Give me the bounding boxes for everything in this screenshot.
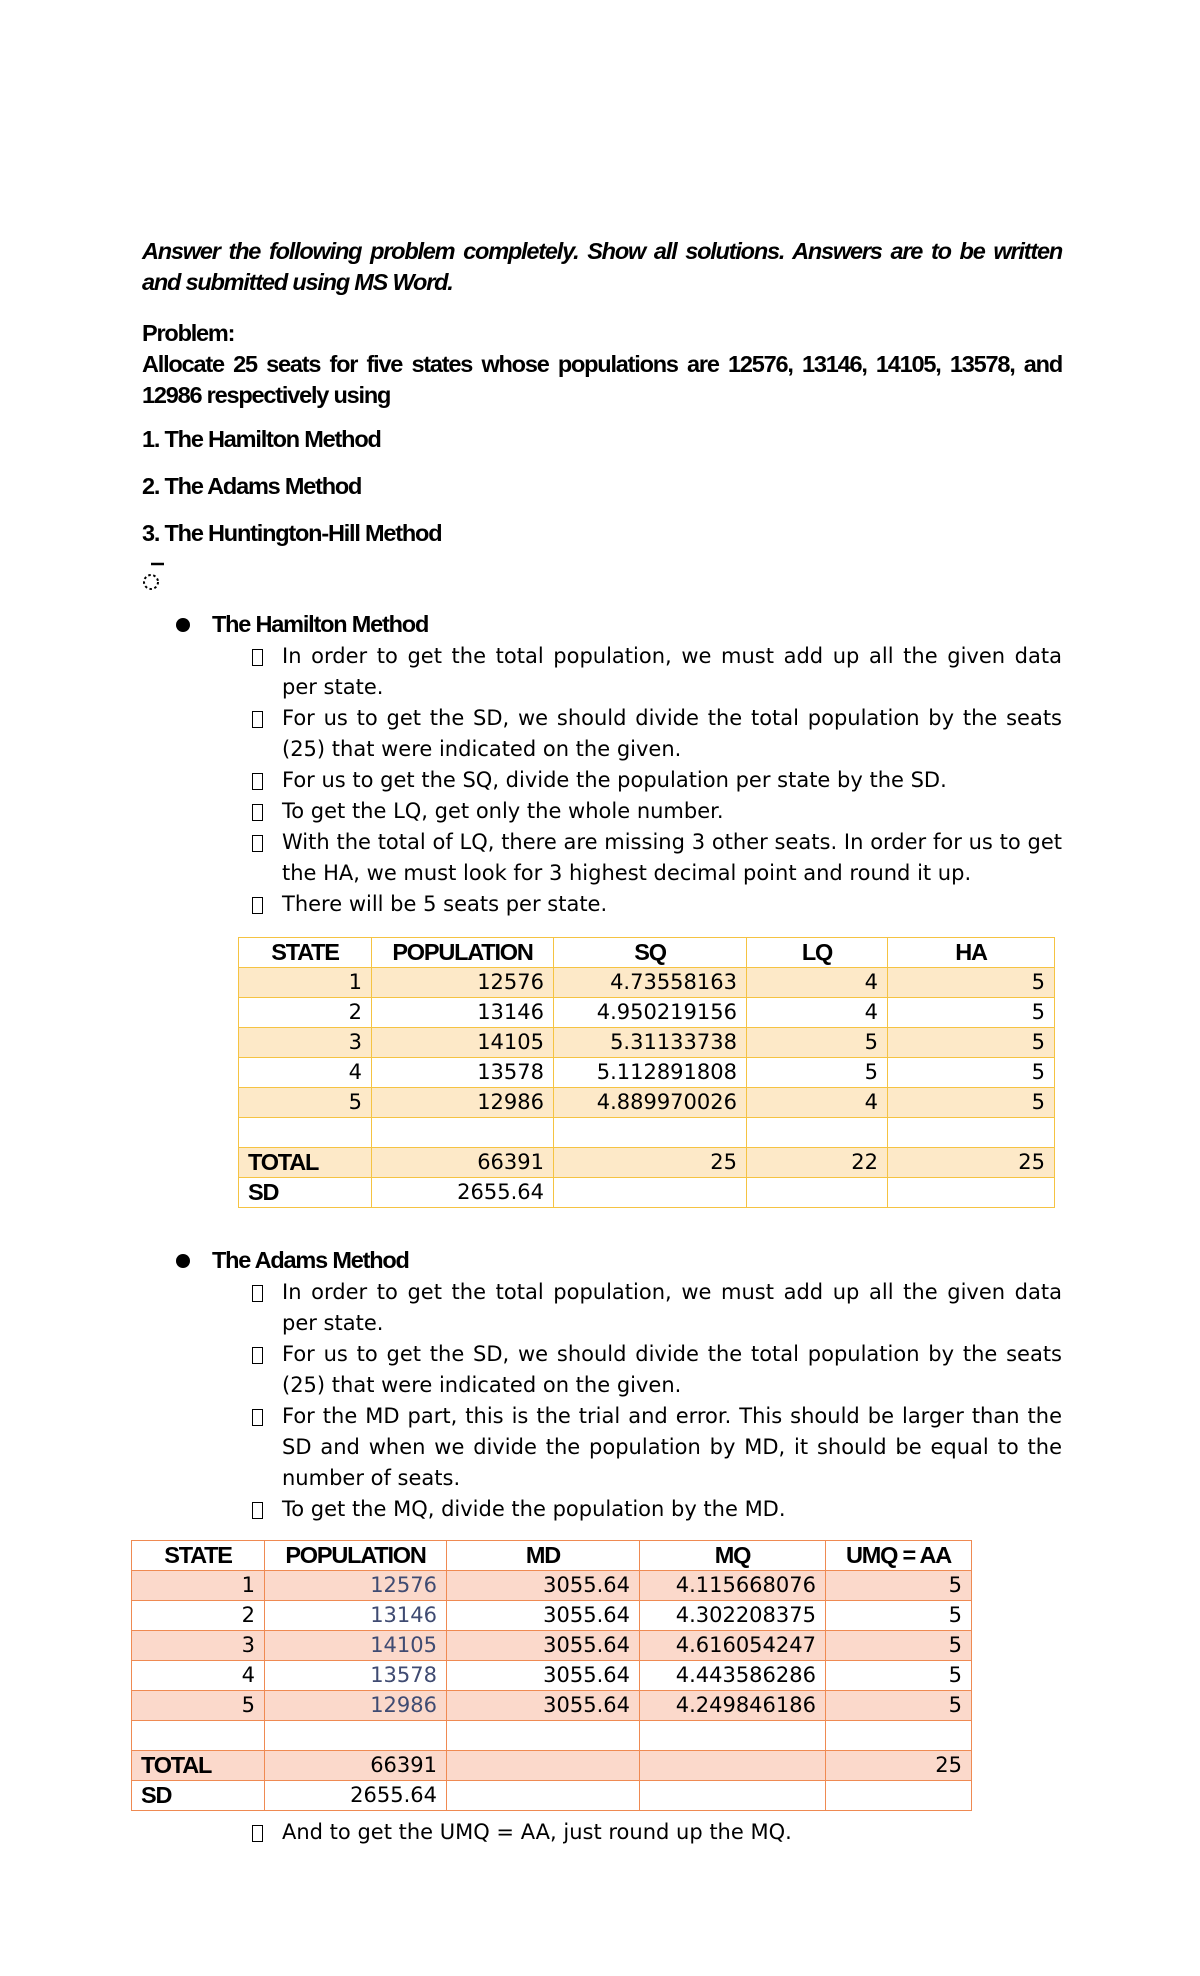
checkbox-bullet-icon (252, 1825, 263, 1842)
table-row-total: TOTAL 66391 25 22 25 (239, 1148, 1055, 1178)
table-row: 1 12576 3055.64 4.115668076 5 (132, 1571, 972, 1601)
adams-title: The Adams Method (212, 1247, 409, 1273)
table-row: 4 13578 3055.64 4.443586286 5 (132, 1661, 972, 1691)
header-cell: STATE (132, 1541, 265, 1571)
checkbox-bullet-icon (252, 1409, 263, 1426)
method-item-hamilton: 1. The Hamilton Method (142, 426, 381, 452)
adams-table (131, 1540, 972, 1811)
bullet-icon (176, 618, 190, 632)
table-row: 5 12986 4.889970026 4 5 (239, 1088, 1055, 1118)
header-cell: MQ (640, 1541, 826, 1571)
checkbox-bullet-icon (252, 897, 263, 914)
instructions: Answer the following problem completely. Show all solutions. Answers are to be written and submitted using MS Word. (142, 238, 1062, 295)
checkbox-bullet-icon (252, 1347, 263, 1364)
method-item-huntington-hill: 3. The Huntington-Hill Method (142, 520, 442, 546)
table-row: 4 13578 5.112891808 5 5 (239, 1058, 1055, 1088)
checkbox-bullet-icon (252, 711, 263, 728)
header-cell: HA (888, 938, 1055, 968)
header-cell: UMQ = AA (826, 1541, 972, 1571)
table-row: 5 12986 3055.64 4.249846186 5 (132, 1691, 972, 1721)
hamilton-title: The Hamilton Method (212, 611, 429, 637)
header-cell: SQ (554, 938, 747, 968)
method-item-adams: 2. The Adams Method (142, 473, 362, 499)
table-row: 1 12576 4.73558163 4 5 (239, 968, 1055, 998)
table-row: 3 14105 3055.64 4.616054247 5 (132, 1631, 972, 1661)
checkbox-bullet-icon (252, 1285, 263, 1302)
table-row-empty (239, 1118, 1055, 1148)
checkbox-bullet-icon (252, 649, 263, 666)
table-row-sd: SD 2655.64 (239, 1178, 1055, 1208)
bullet-icon (176, 1254, 190, 1268)
document-page: Answer the following problem completely. Show all solutions. Answers are to be written and submitted using MS Word. Problem: Allocate 25 seats for five states whose populations are 12576, 13146, 14105, 13578, and 12986 respectively using 1. The Hamilton Method 2. The Adams Method 3. The Huntington-Hill Method The Hamilton Method In order to get the total population, we must add up all the given data per state. For us to get the SD, we should divide the total population by the seats (25) that were indicated on the given. For us to get the SQ, divide the population per state by the SD. To get the LQ, get only the whole number. With the total of LQ, there are missing 3 other seats. In order for us to get the HA, we must look for 3 highest decimal point and round it up. There will be 5 seats per state. STATE POPULATION SQ LQ HA 1 12576 4.73558163 4 5 2 13146 4.950219156 4 5 3 14105 5.31133738 5 5 4 13578 5.112891808 5 5 5 12986 4.889970026 4 5 TOTAL 66391 25 22 25 SD 2655.64 The Adams Method In order to get the total population, we must add up all the given data per state. For us to get the SD, we should divide the total population by the seats (25) that were indicated on the given. For the MD part, this is the trial and error. This should be larger than the SD and when we divide the population by MD, it should be equal to the number of seats. To get the MQ, divide the population by the MD. STATE POPULATION MD MQ UMQ = AA 1 12576 3055.64 4.115668076 5 2 13146 3055.64 4.302208375 5 3 14105 3055.64 4.616054247 5 4 13578 3055.64 4.443586286 5 5 12986 3055.64 4.249846186 5 TOTAL 66391 25 SD 2655.64 And to get the UMQ = AA, just round up the MQ. (0, 0, 1200, 1976)
header-cell: STATE (239, 938, 372, 968)
dotted-circle-icon (142, 560, 166, 594)
checkbox-bullet-icon (252, 1502, 263, 1519)
table-header-row (132, 1541, 972, 1571)
table-row: 2 13146 3055.64 4.302208375 5 (132, 1601, 972, 1631)
problem-label: Problem: (142, 320, 235, 346)
table-row-empty (132, 1721, 972, 1751)
header-cell: POPULATION (372, 938, 554, 968)
table-row: 3 14105 5.31133738 5 5 (239, 1028, 1055, 1058)
table-row-total: TOTAL 66391 25 (132, 1751, 972, 1781)
table-header-row (239, 938, 1055, 968)
table-row-sd: SD 2655.64 (132, 1781, 972, 1811)
checkbox-bullet-icon (252, 773, 263, 790)
checkbox-bullet-icon (252, 804, 263, 821)
hamilton-table (238, 937, 1055, 1208)
header-cell: LQ (747, 938, 888, 968)
problem-text: Allocate 25 seats for five states whose populations are 12576, 13146, 14105, 13578, and 12986 respectively using (142, 351, 1062, 408)
checkbox-bullet-icon (252, 835, 263, 852)
header-cell: MD (447, 1541, 640, 1571)
header-cell: POPULATION (265, 1541, 447, 1571)
table-row: 2 13146 4.950219156 4 5 (239, 998, 1055, 1028)
